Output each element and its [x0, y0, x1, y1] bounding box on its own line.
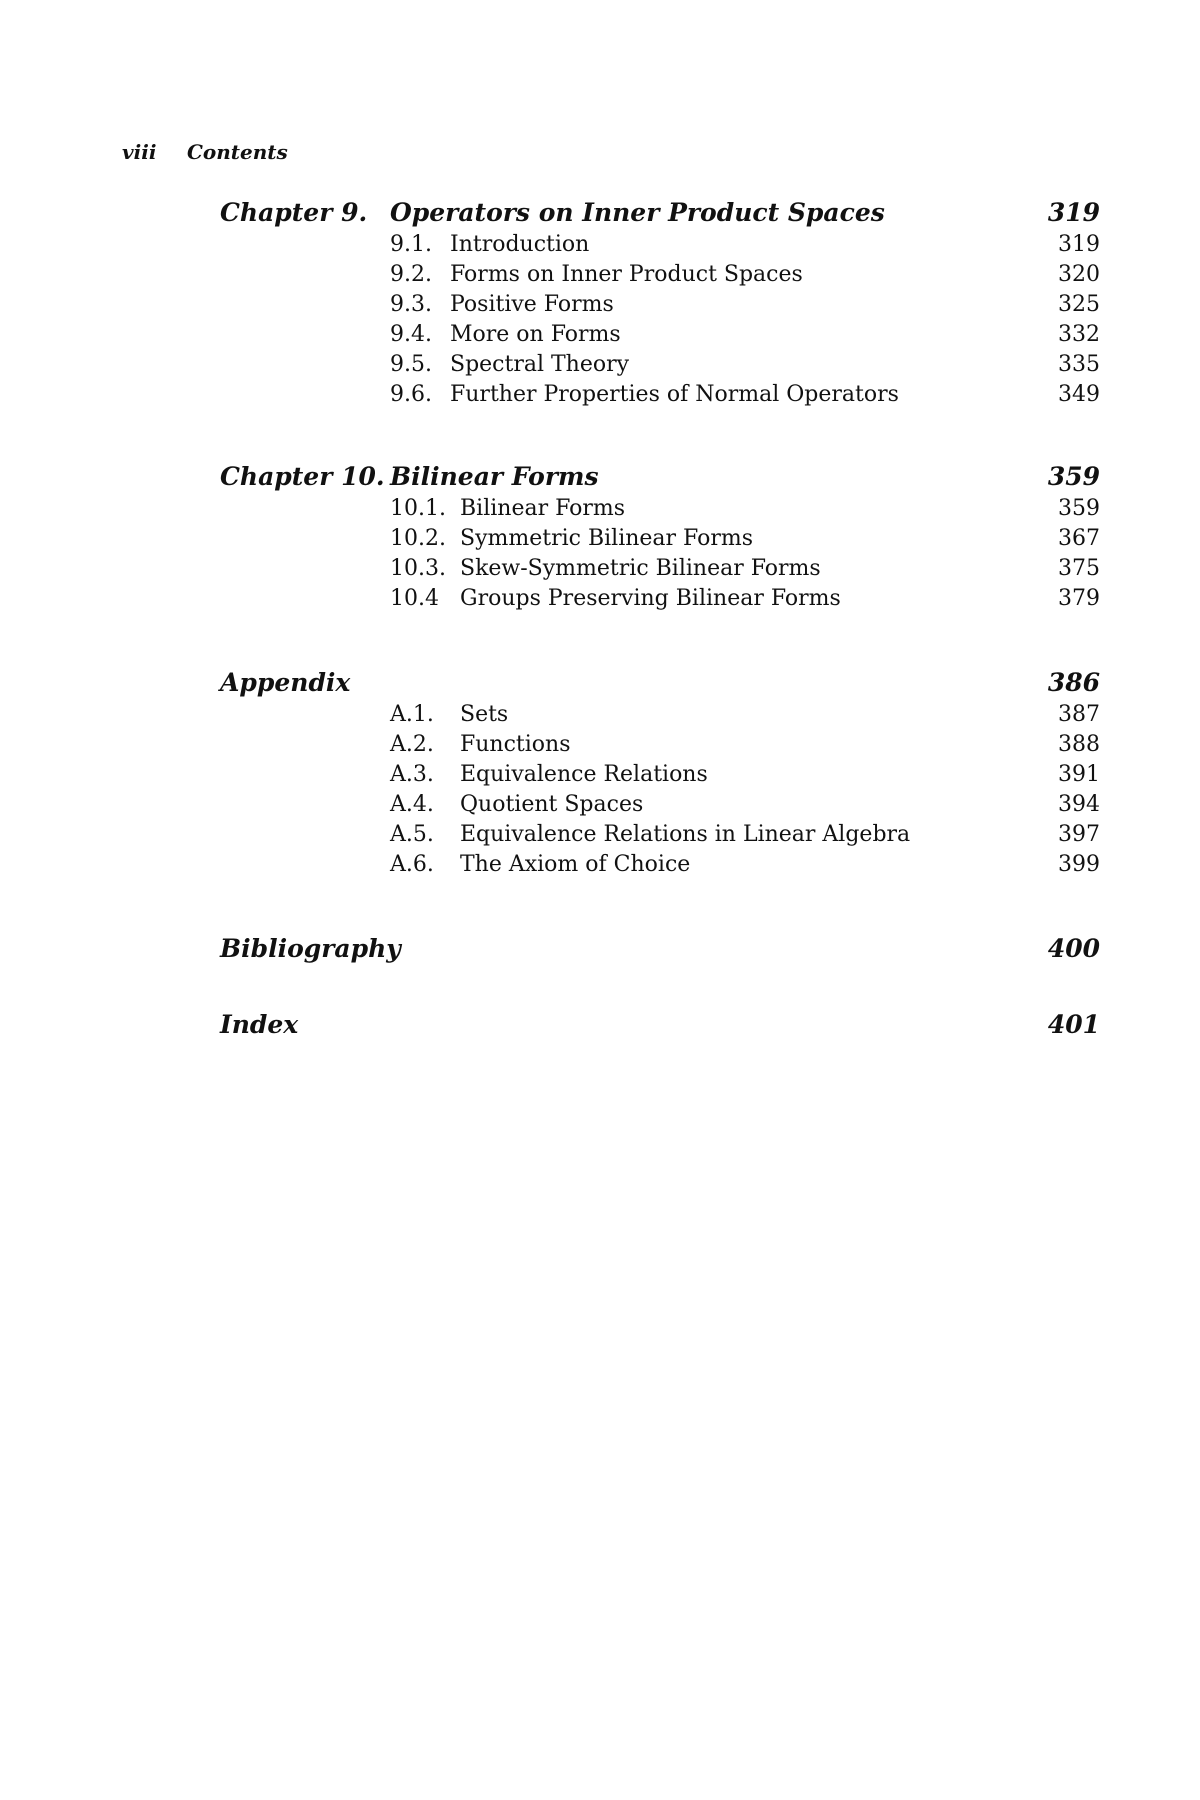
- chapter-page-number: 386: [1047, 668, 1100, 697]
- section-title: Skew-Symmetric Bilinear Forms: [460, 556, 821, 581]
- section-title: Further Properties of Normal Operators: [450, 382, 899, 407]
- toc-entry: [220, 198, 1100, 412]
- section-page-number: 319: [1058, 232, 1100, 257]
- section-number: 9.4.: [390, 322, 432, 347]
- section-title: Bilinear Forms: [460, 496, 626, 521]
- section-title: Sets: [460, 702, 509, 727]
- section-title: Groups Preserving Bilinear Forms: [460, 586, 841, 611]
- section-page-number: 332: [1058, 322, 1100, 347]
- section-title: Symmetric Bilinear Forms: [460, 526, 754, 551]
- chapter-heading: [220, 668, 1100, 702]
- section-row: [220, 702, 1100, 732]
- section-row: [220, 322, 1100, 352]
- chapter-label: Chapter 10.: [220, 462, 385, 491]
- section-page-number: 379: [1058, 586, 1100, 611]
- section-row: [220, 382, 1100, 412]
- section-number: A.6.: [390, 852, 434, 877]
- section-page-number: 320: [1058, 262, 1100, 287]
- section-page-number: 388: [1058, 732, 1100, 757]
- section-number: A.1.: [390, 702, 434, 727]
- section-number: 9.2.: [390, 262, 432, 287]
- chapter-title: Operators on Inner Product Spaces: [390, 198, 885, 227]
- section-row: [220, 556, 1100, 586]
- running-title: Contents: [187, 140, 288, 164]
- section-number: 9.3.: [390, 292, 432, 317]
- chapter-heading: [220, 198, 1100, 232]
- section-row: [220, 496, 1100, 526]
- section-row: [220, 262, 1100, 292]
- section-page-number: 387: [1058, 702, 1100, 727]
- section-page-number: 335: [1058, 352, 1100, 377]
- section-number: 10.1.: [390, 496, 446, 521]
- section-number: A.5.: [390, 822, 434, 847]
- section-title: Functions: [460, 732, 571, 757]
- toc-entry: [220, 1010, 1100, 1044]
- section-page-number: 375: [1058, 556, 1100, 581]
- section-title: Introduction: [450, 232, 590, 257]
- section-row: [220, 352, 1100, 382]
- toc-entry: [220, 462, 1100, 616]
- section-number: 9.1.: [390, 232, 432, 257]
- section-page-number: 391: [1058, 762, 1100, 787]
- toc-entry: [220, 668, 1100, 882]
- section-page-number: 349: [1058, 382, 1100, 407]
- chapter-label: Index: [220, 1010, 299, 1039]
- section-title: Forms on Inner Product Spaces: [450, 262, 803, 287]
- section-title: Equivalence Relations in Linear Algebra: [460, 822, 911, 847]
- section-row: [220, 822, 1100, 852]
- section-number: 10.4: [390, 586, 439, 611]
- section-title: Equivalence Relations: [460, 762, 708, 787]
- section-title: More on Forms: [450, 322, 621, 347]
- section-page-number: 367: [1058, 526, 1100, 551]
- chapter-heading: [220, 934, 1100, 968]
- section-page-number: 397: [1058, 822, 1100, 847]
- section-row: [220, 732, 1100, 762]
- section-page-number: 325: [1058, 292, 1100, 317]
- toc-entry: [220, 934, 1100, 968]
- chapter-label: Chapter 9.: [220, 198, 368, 227]
- section-number: A.4.: [390, 792, 434, 817]
- chapter-heading: [220, 462, 1100, 496]
- section-row: [220, 292, 1100, 322]
- section-page-number: 399: [1058, 852, 1100, 877]
- section-row: [220, 792, 1100, 822]
- section-number: 9.6.: [390, 382, 432, 407]
- section-row: [220, 852, 1100, 882]
- chapter-label: Appendix: [220, 668, 351, 697]
- section-title: Quotient Spaces: [460, 792, 644, 817]
- section-row: [220, 526, 1100, 556]
- section-number: 10.3.: [390, 556, 446, 581]
- chapter-page-number: 400: [1047, 934, 1100, 963]
- section-number: A.3.: [390, 762, 434, 787]
- section-row: [220, 762, 1100, 792]
- section-page-number: 394: [1058, 792, 1100, 817]
- chapter-label: Bibliography: [220, 934, 401, 963]
- chapter-page-number: 401: [1047, 1010, 1100, 1039]
- chapter-heading: [220, 1010, 1100, 1044]
- chapter-page-number: 359: [1047, 462, 1100, 491]
- section-number: 10.2.: [390, 526, 446, 551]
- page-number: viii: [122, 140, 157, 164]
- chapter-title: Bilinear Forms: [390, 462, 599, 491]
- section-title: The Axiom of Choice: [460, 852, 691, 877]
- section-title: Spectral Theory: [450, 352, 630, 377]
- section-row: [220, 586, 1100, 616]
- section-number: 9.5.: [390, 352, 432, 377]
- section-number: A.2.: [390, 732, 434, 757]
- section-title: Positive Forms: [450, 292, 614, 317]
- chapter-page-number: 319: [1047, 198, 1100, 227]
- section-row: [220, 232, 1100, 262]
- section-page-number: 359: [1058, 496, 1100, 521]
